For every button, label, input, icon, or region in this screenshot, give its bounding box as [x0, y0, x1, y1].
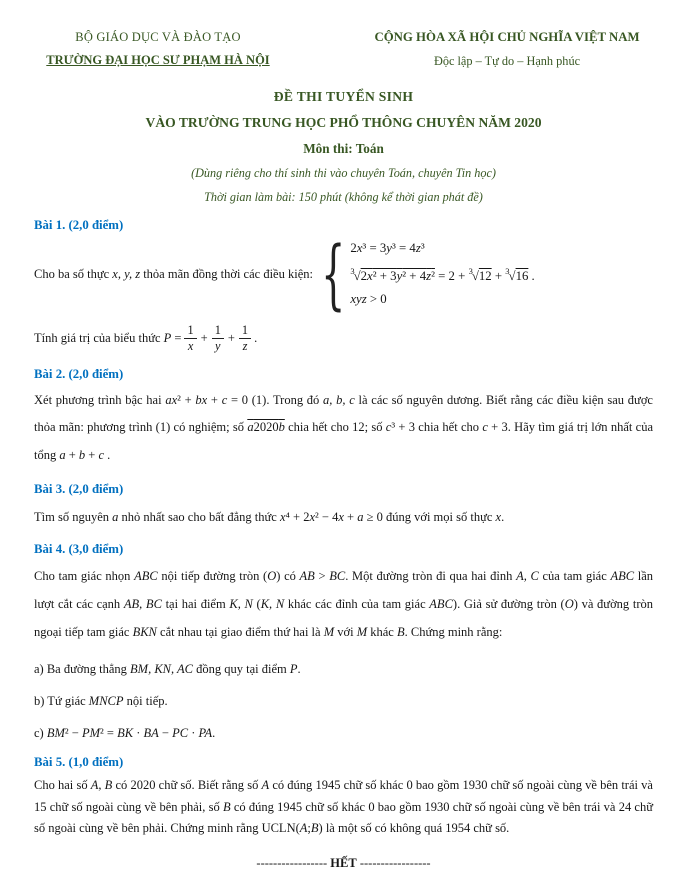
problem-1-question-row [34, 323, 653, 354]
problem-1-question-text: Tính giá trị của biểu thức P = [34, 330, 182, 345]
problem-4-text: Cho tam giác nhọn ABC nội tiếp đường tròn (O) có AB > BC. Một đường tròn đi qua hai đỉnh A, C của tam giác ABC lần lượt cắt các cạnh AB, BC tại hai điểm K, N (K, N khác các đỉnh của tam giác ABC). Giả sử đường tròn (O) và đường tròn ngoại tiếp tam giác BKN cắt nhau tại giao điểm thứ hai là M với M khác B. Chứng minh rằng: [34, 569, 653, 639]
problem-3-heading: Bài 3. (2,0 điểm) [34, 482, 124, 496]
problem-1-heading: Bài 1. (2,0 điểm) [34, 218, 124, 232]
national-header-block [361, 30, 653, 69]
problem-4-item-a: a) Ba đường thẳng BM, KN, AC đồng quy tại điểm P. [34, 662, 301, 676]
problem-4 [34, 542, 653, 742]
audience-note: (Dùng riêng cho thí sinh thi vào chuyên Toán, chuyên Tin học) [191, 166, 496, 180]
equation-system [350, 237, 534, 311]
subject-line: Môn thi: Toán [303, 141, 384, 156]
problem-3-text: Tìm số nguyên a nhỏ nhất sao cho bất đẳng thức x⁴ + 2x² − 4x + a ≥ 0 đúng với mọi số thực x. [34, 510, 505, 524]
plus-operator: + [200, 330, 208, 345]
issuing-authority-block [34, 30, 282, 68]
problem-1 [34, 218, 653, 354]
university-name: TRƯỜNG ĐẠI HỌC SƯ PHẠM HÀ NỘI [46, 53, 270, 67]
ministry-name: BỘ GIÁO DỤC VÀ ĐÀO TẠO [75, 30, 241, 44]
problem-2 [34, 367, 653, 470]
problem-1-intro-text: Cho ba số thực x, y, z thỏa mãn đồng thời các điều kiện: [34, 266, 313, 281]
fraction-1-over-x: $\frac{1}{x}$ [184, 323, 196, 354]
problem-4-item-c: c) BM² − PM² = BK · BA − PC · PA. [34, 726, 216, 740]
end-of-exam-marker: ----------------- HẾT ----------------- [256, 855, 431, 870]
exam-title-line2: VÀO TRƯỜNG TRUNG HỌC PHỔ THÔNG CHUYÊN NĂM 2020 [145, 115, 542, 130]
document-header [34, 30, 653, 69]
fraction-1-over-z: $\frac{1}{z}$ [239, 323, 251, 354]
plus-operator: + [227, 330, 235, 345]
problem-2-heading: Bài 2. (2,0 điểm) [34, 366, 124, 381]
republic-title: CỘNG HÒA XÃ HỘI CHỦ NGHĨA VIỆT NAM [374, 30, 640, 44]
problem-1-conditions-row [34, 229, 653, 319]
problem-5-heading: Bài 5. (1,0 điểm) [34, 755, 124, 769]
exam-title-line1: ĐỀ THI TUYỂN SINH [273, 89, 414, 104]
equation-row-3: xyz > 0 [350, 292, 387, 306]
equation-row-1: 2x³ = 3y³ = 4z³ [350, 241, 425, 255]
problem-2-text: Xét phương trình bậc hai ax² + bx + c = 0 (1). Trong đó a, b, c là các số nguyên dương. Biết rằng các điều kiện sau được thỏa mãn: phương trình (1) có nghiệm; số $\overline{a}2020\overline{b}$ chia hết cho 12; số c³ + 3 chia hết cho c + 3. Hãy tìm giá trị lớn nhất của tổng a + b + c . [34, 392, 654, 462]
national-motto: Độc lập – Tự do – Hạnh phúc [433, 54, 581, 68]
problem-4-item-b: b) Tứ giác MNCP nội tiếp. [34, 694, 168, 708]
title-block [34, 89, 653, 205]
equation-row-2: $^3√2\overline{x}^2 + 3\overline{y}^2 + 4\overline{z}^2 = 2 + ^3√12 + ^3√16$ . [350, 266, 535, 283]
system-brace: { [321, 229, 346, 319]
sentence-period: . [254, 330, 258, 345]
duration-note: Thời gian làm bài: 150 phút (không kể thời gian phát đề) [204, 190, 483, 204]
problem-5-text: Cho hai số A, B có 2020 chữ số. Biết rằng số A có đúng 1945 chữ số khác 0 bao gồm 1930 chữ số ngoài cùng về bên trái và 15 chữ số ngoài cùng về bên phải, số B có đúng 1945 chữ số khác 0 bao gồm 1930 chữ số ngoài cùng về bên trái và 24 chữ số ngoài cùng về bên phải. Chứng minh rằng UCLN(A;B) là một số có không quá 1954 chữ số. [34, 778, 653, 835]
problem-5 [34, 755, 653, 840]
fraction-1-over-y: $\frac{1}{y}$ [212, 323, 224, 354]
problem-3 [34, 482, 653, 529]
problem-4-heading: Bài 4. (3,0 điểm) [34, 542, 124, 556]
